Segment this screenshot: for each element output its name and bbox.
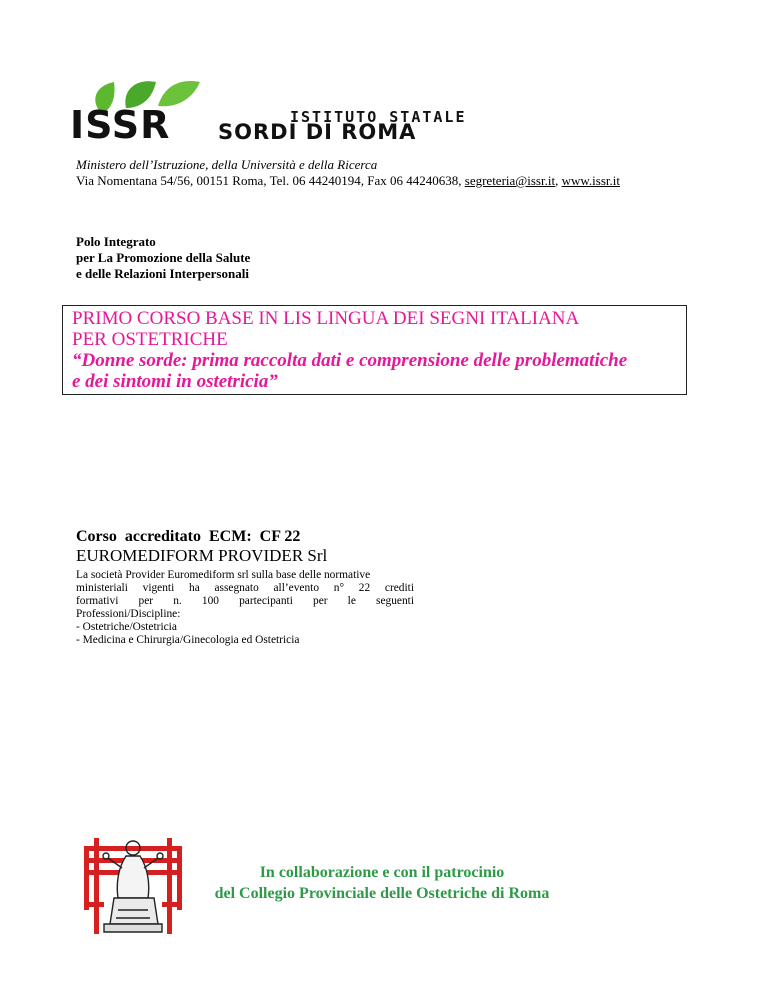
address-separator: ,: [555, 173, 562, 188]
collaboration-text: [192, 862, 572, 904]
ministry-line: Ministero dell’Istruzione, della Università e della Ricerca: [76, 157, 378, 172]
logo-line1: ISTITUTO STATALE: [290, 108, 467, 126]
ecm-desc-line: - Medicina e Chirurgia/Ginecologia ed Ostetricia: [76, 634, 300, 646]
course-title-box: [62, 305, 687, 395]
ecm-desc-line: ministeriali vigenti ha assegnato all’evento n° 22 crediti: [76, 582, 414, 594]
ecm-heading: Corso accreditato ECM: CF 22: [76, 528, 301, 545]
ecm-description: [76, 569, 414, 647]
course-title-line1: PRIMO CORSO BASE IN LIS LINGUA DEI SEGNI ITALIANA: [72, 308, 580, 329]
ecm-desc-line: La società Provider Euromediform srl sulla base delle normative: [76, 569, 371, 581]
polo-line: e delle Relazioni Interpersonali: [76, 266, 249, 281]
ecm-desc-line: - Ostetriche/Ostetricia: [76, 621, 177, 633]
course-subtitle-line2: e dei sintomi in ostetricia”: [72, 371, 278, 392]
collaboration-line2: del Collegio Provinciale delle Ostetriche di Roma: [214, 885, 550, 902]
address-line: [76, 173, 620, 189]
logo-issr-text: ISSR: [70, 103, 171, 142]
logo-line2: SORDI DI ROMA: [218, 120, 417, 142]
ecm-desc-line: formativi per n. 100 partecipanti per le seguenti: [76, 595, 414, 607]
ecm-desc-line: Professioni/Discipline:: [76, 608, 181, 620]
course-subtitle-line1: “Donne sorde: prima raccolta dati e comprensione delle problematiche: [72, 350, 628, 371]
course-title-line2: PER OSTETRICHE: [72, 329, 228, 350]
polo-line: Polo Integrato: [76, 234, 156, 249]
website-link[interactable]: www.issr.it: [561, 173, 620, 188]
collaboration-line1: In collaborazione e con il patrocinio: [259, 864, 505, 881]
collegio-seal-icon: [78, 828, 188, 938]
issr-logo: [68, 72, 480, 142]
polo-line: per La Promozione della Salute: [76, 250, 251, 265]
polo-block: [76, 234, 250, 282]
email-link[interactable]: segreteria@issr.it: [464, 173, 556, 188]
address-text: Via Nomentana 54/56, 00151 Roma, Tel. 06 44240194, Fax 06 44240638,: [76, 173, 465, 188]
provider-name: EUROMEDIFORM PROVIDER Srl: [76, 546, 328, 565]
